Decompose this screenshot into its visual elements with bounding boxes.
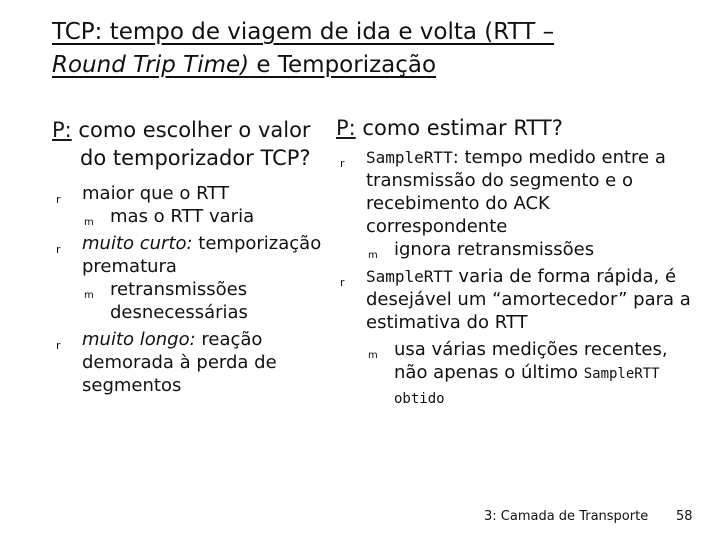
question-marker: P: (336, 116, 356, 140)
right-column (336, 114, 696, 411)
bullet-icon: r (56, 243, 61, 256)
footer-chapter: 3: Camada de Transporte (484, 509, 649, 524)
left-bullet-3-italic: muito longo: (82, 329, 196, 350)
left-bullet-2-text: temporização prematura (82, 233, 322, 277)
right-bullet-2-mono: SampleRTT (366, 267, 453, 286)
left-subbullet-2 (80, 278, 322, 324)
right-bullet-1-mono: SampleRTT (366, 148, 453, 167)
right-bullet-1-text: : tempo medido entre a transmissão do segmento e o recebimento do ACK correspondente (366, 147, 666, 237)
left-question (52, 116, 322, 172)
bullet-icon: r (56, 339, 61, 352)
left-bullet-1-text: maior que o RTT (82, 183, 229, 204)
left-bullet-1 (52, 182, 322, 205)
right-question-text: como estimar RTT? (355, 116, 563, 140)
slide-title (52, 16, 692, 82)
title-italic: Round Trip Time) (52, 52, 250, 78)
bullet-icon: r (340, 157, 345, 170)
title-line-1: TCP: tempo de viagem de ida e volta (RTT – (52, 19, 555, 45)
right-subbullet-2-mono: SampleRTT (583, 366, 660, 382)
subbullet-icon: m (84, 217, 94, 228)
question-marker: P: (52, 118, 72, 142)
subbullet-icon: m (368, 250, 378, 261)
bullet-icon: r (56, 193, 61, 206)
left-question-text: como escolher o valor do temporizador TCP? (71, 118, 311, 170)
left-subbullet-2-text: retransmissões desnecessárias (110, 279, 248, 323)
subbullet-icon: m (84, 290, 94, 301)
right-bullet-2-text: varia de forma rápida, é desejável um “amortecedor” para a estimativa do RTT (366, 266, 691, 333)
right-bullet-1 (336, 146, 696, 238)
left-subbullet-1-text: mas o RTT varia (110, 206, 255, 227)
right-subbullet-2-text: usa várias medições recentes, não apenas o último (394, 339, 668, 383)
title-rest: e Temporização (249, 52, 437, 78)
left-bullet-3 (52, 328, 322, 397)
footer-page-number: 58 (676, 509, 693, 524)
right-bullet-2 (336, 265, 696, 334)
left-column (52, 116, 322, 397)
subbullet-icon: m (368, 350, 378, 361)
right-subbullet-2-end: obtido (394, 391, 445, 407)
left-bullet-2-italic: muito curto: (82, 233, 193, 254)
right-subbullet-1-text: ignora retransmissões (394, 239, 595, 260)
left-bullet-2 (52, 232, 322, 278)
title-line-2 (52, 49, 692, 82)
right-subbullet-2 (364, 338, 696, 411)
left-bullet-3-text: reação demorada à perda de segmentos (82, 329, 277, 396)
bullet-icon: r (340, 276, 345, 289)
right-subbullet-1 (364, 238, 696, 261)
right-question (336, 114, 696, 142)
left-subbullet-1 (80, 205, 322, 228)
